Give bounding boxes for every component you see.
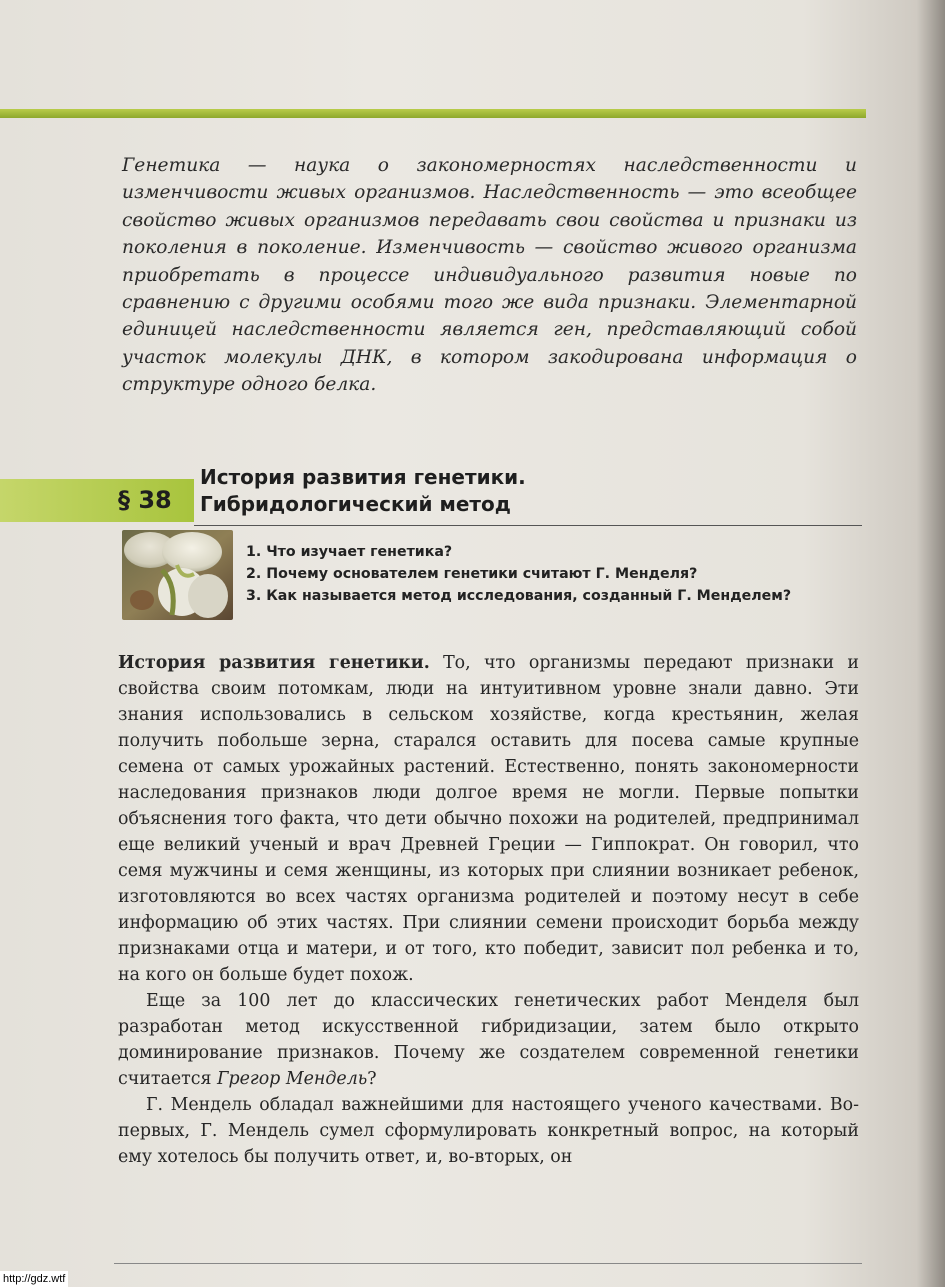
question-item: 2. Почему основателем генетики считают Г. Менделя? bbox=[246, 566, 698, 582]
paragraph-1-text: То, что организмы передают признаки и свойства своим потомкам, люди на интуитивном уровне знали давно. Эти знания использовались в сельском хозяйстве, когда крестьянин, желая получить побольше зерна, старался оставить для посева самые крупные семена от самых урожайных растений. Естественно, понять закономерности наследования признаков люди долгое время не могли. Первые попытки объяснения того факта, что дети обычно похожи на родителей, предпринимал еще великий ученый и врач Древней Греции — Гиппократ. Он говорил, что семя мужчины и семя женщины, из которых при слиянии возникает ребенок, изготовляются во всех частях организма родителей и поэтому несут в себе информацию об этих частях. При слиянии семени происходит борьба между признаками отца и матери, и от того, кто победит, зависит пол ребенка и то, на кого он больше будет похож. bbox=[118, 653, 859, 985]
question-item: 3. Как называется метод исследования, созданный Г. Менделем? bbox=[246, 588, 792, 604]
main-text bbox=[118, 650, 859, 1170]
review-questions bbox=[246, 541, 791, 607]
paragraph-1 bbox=[118, 650, 859, 988]
mendel-name: Грегор Мендель bbox=[216, 1069, 368, 1089]
flower-image bbox=[122, 530, 233, 620]
paragraph-2-end: ? bbox=[367, 1069, 377, 1089]
title-underline bbox=[194, 525, 862, 526]
paragraph-3: Г. Мендель обладал важнейшими для настоящего ученого качествами. Во-первых, Г. Мендель сумел сформулировать конкретный вопрос, на который ему хотелось бы получить ответ, и, во-вторых, он bbox=[118, 1095, 859, 1167]
question-item: 1. Что изучает генетика? bbox=[246, 544, 453, 560]
source-watermark[interactable]: http://gdz.wtf bbox=[0, 1271, 68, 1287]
section-title-line-2: Гибридологический метод bbox=[200, 492, 511, 516]
paragraph-2 bbox=[118, 988, 859, 1092]
paragraph-lead: История развития генетики. bbox=[118, 653, 430, 673]
section-title-line-1: История развития генетики. bbox=[200, 465, 526, 489]
bottom-rule bbox=[114, 1263, 862, 1264]
pea-flower-thumbnail bbox=[122, 530, 233, 620]
section-number: § 38 bbox=[118, 486, 172, 514]
top-green-rule bbox=[0, 109, 866, 118]
intro-definition: Генетика — наука о закономерностях наследственности и изменчивости живых организмов. Наследственность — это всеобщее свойство живых организмов передавать свои свойства и признаки из поколения в поколение. Изменчивость — свойство живого организма приобретать в процессе индивидуального развития новые по сравнению с другими особями того же вида признаки. Элементарной единицей наследственности является ген, представляющий собой участок молекулы ДНК, в котором закодирована информация о структуре одного белка. bbox=[122, 155, 857, 396]
section-title bbox=[200, 464, 840, 518]
paragraph-2-text: Еще за 100 лет до классических генетических работ Менделя был разработан метод искусственной гибридизации, затем было открыто доминирование признаков. Почему же создателем современной генетики считается bbox=[118, 991, 859, 1089]
